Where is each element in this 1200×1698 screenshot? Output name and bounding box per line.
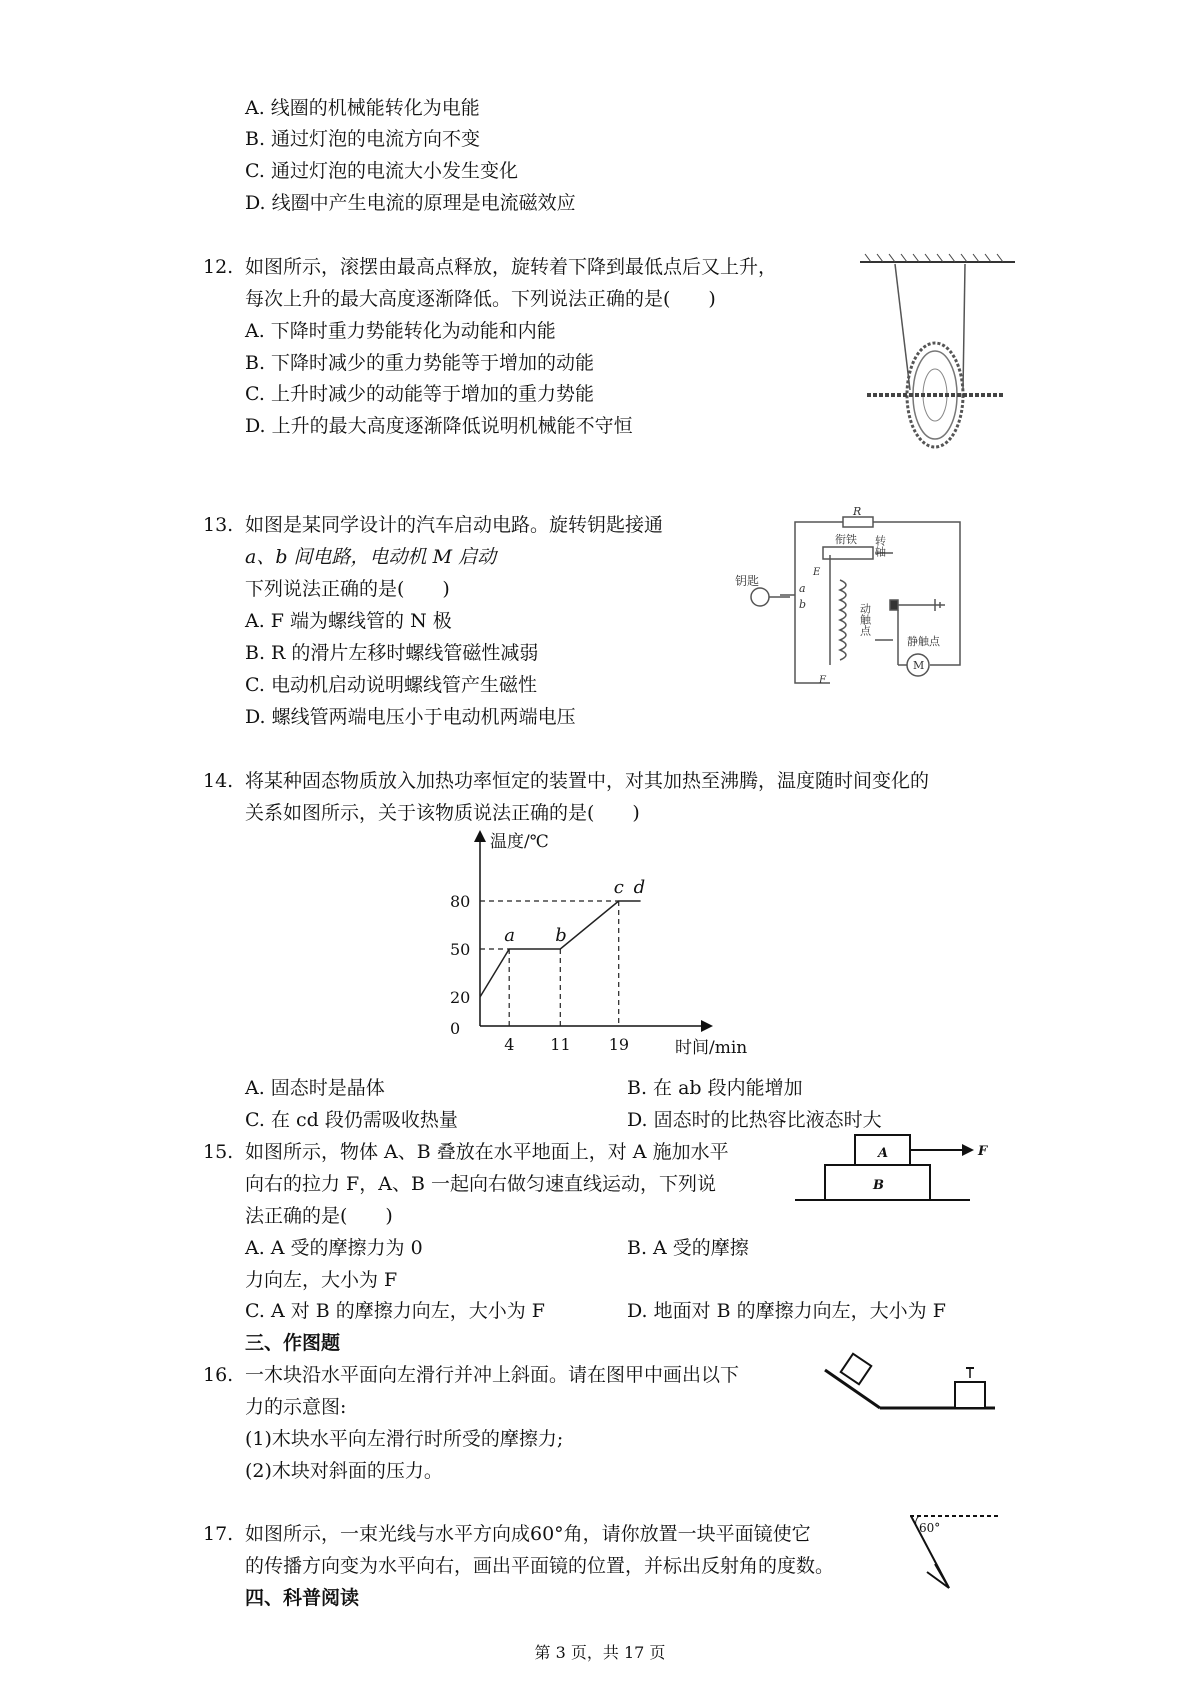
q13-fig-label-r: R (853, 505, 862, 518)
y-axis-label: 温度/℃ (490, 832, 549, 852)
q12-number: 12. (203, 256, 234, 278)
q14-option-d: D. 固态时的比热容比液态时大 (627, 1109, 882, 1131)
q16-line4: (2)木块对斜面的压力。 (245, 1460, 443, 1482)
q17-number: 17. (203, 1523, 234, 1545)
q15-fig-label-b: B (873, 1178, 884, 1193)
q14-stem-line2: 关系如图所示，关于该物质说法正确的是( ) (245, 802, 640, 824)
point-label-a: a (504, 925, 515, 946)
q12-stem-line2: 每次上升的最大高度逐渐降低。下列说法正确的是( ) (245, 288, 716, 310)
q15-option-d: D. 地面对 B 的摩擦力向左，大小为 F (627, 1300, 946, 1322)
y-tick-50: 50 (450, 940, 471, 959)
q14-stem-line1: 将某种固态物质放入加热功率恒定的装置中，对其加热至沸腾，温度随时间变化的 (245, 770, 930, 792)
incline-block-figure (820, 1350, 1000, 1435)
q13-fig-label-pivot: 转轴 (873, 535, 887, 557)
q13-option-b: B. R 的滑片左移时螺线管磁性减弱 (245, 642, 539, 664)
q12-option-b: B. 下降时减少的重力势能等于增加的动能 (245, 352, 595, 374)
q14-option-b: B. 在 ab 段内能增加 (627, 1077, 803, 1099)
x-tick-11: 11 (550, 1035, 571, 1054)
q12-option-d: D. 上升的最大高度逐渐降低说明机械能不守恒 (245, 415, 633, 437)
q15-option-b-cont: 力向左，大小为 F (245, 1269, 398, 1291)
q13-fig-label-f: F (819, 675, 826, 686)
q13-number: 13. (203, 514, 234, 536)
q15-number: 15. (203, 1141, 234, 1163)
section-3-heading: 三、作图题 (245, 1332, 341, 1354)
q15-option-c: C. A 对 B 的摩擦力向左，大小为 F (245, 1300, 545, 1322)
section-4-heading: 四、科普阅读 (245, 1587, 360, 1609)
q13-stem-line1: 如图是某同学设计的汽车启动电路。旋转钥匙接通 (245, 514, 664, 536)
q17-line1: 如图所示，一束光线与水平方向成60°角，请你放置一块平面镜使它 (245, 1523, 811, 1545)
x-axis-label: 时间/min (675, 1038, 748, 1058)
q13-fig-label-b: b (799, 598, 807, 611)
y-tick-20: 20 (450, 988, 471, 1007)
q15-stem-line3: 法正确的是( ) (245, 1205, 393, 1227)
q13-stem-line2: a、b 间电路，电动机 M 启动 (245, 546, 497, 568)
point-label-b: b (555, 925, 567, 946)
starter-circuit-figure (735, 505, 995, 695)
q13-fig-label-iron: 衔铁 (835, 533, 857, 546)
stacked-blocks-figure (790, 1130, 990, 1215)
temperature-time-chart (440, 825, 760, 1065)
point-label-d: d (633, 877, 646, 898)
temperature-series-line (480, 901, 641, 997)
q14-option-a: A. 固态时是晶体 (245, 1077, 385, 1099)
q11-option-d: D. 线圈中产生电流的原理是电流磁效应 (245, 192, 576, 214)
q16-number: 16. (203, 1364, 234, 1386)
q17-fig-angle-label: 60° (919, 1521, 941, 1535)
q13-option-d: D. 螺线管两端电压小于电动机两端电压 (245, 706, 576, 728)
q15-stem-line2: 向右的拉力 F，A、B 一起向右做匀速直线运动，下列说 (245, 1173, 716, 1195)
q12-stem-line1: 如图所示，滚摆由最高点释放，旋转着下降到最低点后又上升， (245, 256, 778, 278)
q11-option-b: B. 通过灯泡的电流方向不变 (245, 128, 481, 150)
y-tick-0: 0 (450, 1019, 461, 1038)
q12-option-c: C. 上升时减少的动能等于增加的重力势能 (245, 383, 594, 405)
page-footer: 第 3 页，共 17 页 (534, 1643, 666, 1662)
q14-number: 14. (203, 770, 234, 792)
q13-fig-label-moving-contact: 动触点 (858, 603, 872, 636)
q12-option-a: A. 下降时重力势能转化为动能和内能 (245, 320, 556, 342)
q15-stem-line1: 如图所示，物体 A、B 叠放在水平地面上，对 A 施加水平 (245, 1141, 729, 1163)
x-tick-19: 19 (608, 1035, 630, 1054)
q15-option-b: B. A 受的摩擦 (627, 1237, 749, 1259)
q11-option-a: A. 线圈的机械能转化为电能 (245, 97, 480, 119)
point-label-c: c (613, 877, 624, 898)
q15-fig-label-a: A (878, 1146, 889, 1161)
q16-line3: (1)木块水平向左滑行时所受的摩擦力; (245, 1428, 564, 1450)
maxwell-wheel-figure (855, 250, 1025, 470)
q16-line2: 力的示意图: (245, 1396, 347, 1418)
q13-fig-label-e: E (813, 567, 821, 578)
q13-fig-label-motor: M (913, 659, 925, 672)
q13-option-c: C. 电动机启动说明螺线管产生磁性 (245, 674, 537, 696)
q13-fig-label-static-contact: 静触点 (907, 635, 940, 648)
y-tick-80: 80 (450, 892, 471, 911)
q15-option-a: A. A 受的摩擦力为 0 (245, 1237, 423, 1259)
q16-line1: 一木块沿水平面向左滑行并冲上斜面。请在图甲中画出以下 (245, 1364, 740, 1386)
q11-option-c: C. 通过灯泡的电流大小发生变化 (245, 160, 518, 182)
q17-line2: 的传播方向变为水平向右，画出平面镜的位置，并标出反射角的度数。 (245, 1555, 835, 1577)
q13-fig-label-key: 钥匙 (735, 574, 760, 588)
q13-stem-line3: 下列说法正确的是( ) (245, 578, 450, 600)
light-ray-figure (905, 1508, 1005, 1603)
q15-fig-label-f: F (978, 1144, 988, 1159)
q13-fig-label-a: a (799, 582, 806, 595)
q13-option-a: A. F 端为螺线管的 N 极 (245, 610, 452, 632)
q14-option-c: C. 在 cd 段仍需吸收热量 (245, 1109, 458, 1131)
x-tick-4: 4 (504, 1035, 515, 1054)
